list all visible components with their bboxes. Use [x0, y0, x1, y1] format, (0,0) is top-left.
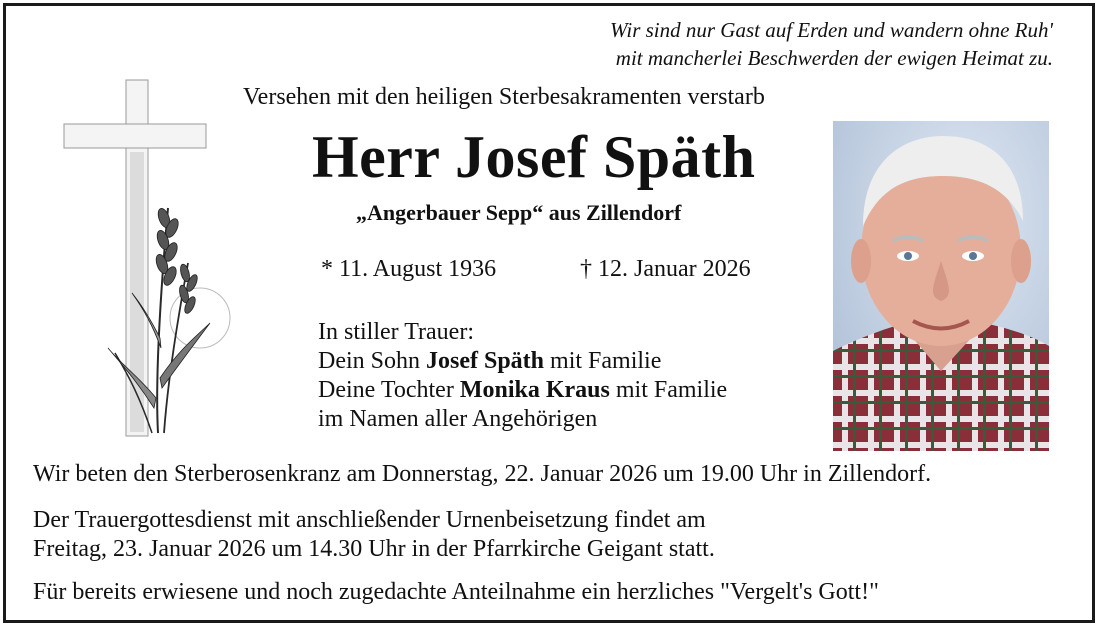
mourner-daughter-name: Monika Kraus: [459, 377, 610, 403]
funeral-service-line-2: Freitag, 23. Januar 2026 um 14.30 Uhr in der Pfarrkirche Geigant statt.: [33, 536, 715, 562]
motto-line-1: Wir sind nur Gast auf Erden und wandern ohne Ruh': [610, 18, 1053, 42]
motto: [610, 16, 1053, 72]
funeral-service-line-1: Der Trauergottesdienst mit anschließender Urnenbeisetzung findet am: [33, 507, 706, 533]
deceased-name: Herr Josef Späth: [312, 124, 756, 190]
mourner-relatives: im Namen aller Angehörigen: [318, 406, 598, 432]
rosary-notice: Wir beten den Sterberosenkranz am Donnerstag, 22. Januar 2026 um 19.00 Uhr in Zillendorf.: [33, 461, 932, 487]
portrait-photo: [833, 121, 1049, 451]
mourner-son-name: Josef Späth: [426, 348, 545, 374]
mourner-daughter-prefix: Deine Tochter: [318, 377, 460, 403]
death-date: † 12. Januar 2026: [580, 256, 751, 282]
motto-line-2: mit mancherlei Beschwerden der ewigen Heimat zu.: [615, 46, 1053, 70]
mourner-son-suffix: mit Familie: [544, 348, 662, 374]
mourners-block: [318, 318, 727, 434]
birth-date: * 11. August 1936: [321, 256, 497, 282]
mourners-heading: In stiller Trauer:: [318, 319, 474, 345]
mourner-son: [318, 347, 727, 376]
thanks-notice: Für bereits erwiesene und noch zugedachte Anteilnahme ein herzliches "Vergelt's Gott!": [33, 579, 879, 605]
funeral-service-notice: [33, 506, 715, 564]
cross-wheat-icon: [60, 78, 235, 443]
mourner-daughter-suffix: mit Familie: [609, 377, 728, 403]
nickname: „Angerbauer Sepp“ aus Zillendorf: [356, 200, 682, 225]
mourner-son-prefix: Dein Sohn: [318, 348, 426, 374]
mourner-daughter: [318, 376, 727, 405]
intro-text: Versehen mit den heiligen Sterbesakramenten verstarb: [243, 84, 765, 110]
